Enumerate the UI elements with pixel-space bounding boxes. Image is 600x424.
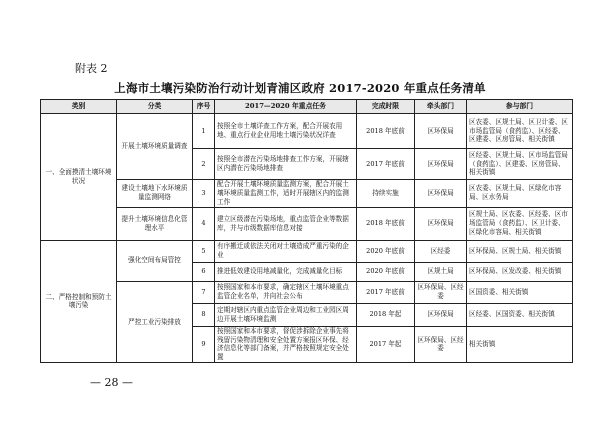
subcategory-cell: 开展土壤环境质量调查 — [117, 114, 193, 180]
no-cell: 1 — [193, 114, 215, 149]
category-cell: 一、全面摸清土壤环境状况 — [41, 114, 117, 241]
lead-cell: 区环保局、区经委 — [415, 326, 467, 363]
subcategory-cell: 强化空间布局管控 — [117, 240, 193, 281]
lead-cell: 区环保局 — [415, 303, 467, 326]
no-cell: 3 — [193, 180, 215, 208]
deadline-cell: 2018 年起 — [357, 303, 415, 326]
lead-cell: 区环保局 — [415, 149, 467, 180]
no-cell: 7 — [193, 281, 215, 303]
no-cell: 4 — [193, 207, 215, 240]
participants-cell: 区国资委、相关街镇 — [467, 281, 573, 303]
participants-cell: 区环保局、区规土局、相关街镇 — [467, 240, 573, 262]
task-cell: 建立区级潜在污染场地，重点监管企业等数据库，并与市级数据库信息对接 — [215, 207, 357, 240]
lead-cell: 区环保局 — [415, 114, 467, 149]
deadline-cell: 2017 年底前 — [357, 149, 415, 180]
task-cell: 推进低效建设用地减量化，完成减量化目标 — [215, 262, 357, 281]
lead-cell: 区经委 — [415, 240, 467, 262]
header-task: 2017—2020 年重点任务 — [215, 100, 357, 114]
task-cell: 按照国家和本市要求，确定辖区土壤环境重点监管企业名单，并向社会公布 — [215, 281, 357, 303]
deadline-cell: 持续实施 — [357, 180, 415, 208]
table-row — [41, 281, 573, 303]
lead-cell: 区规土局 — [415, 262, 467, 281]
table-row — [41, 180, 573, 208]
deadline-cell: 2017 年底前 — [357, 281, 415, 303]
header-participants: 参与部门 — [467, 100, 573, 114]
deadline-cell: 2018 年底前 — [357, 114, 415, 149]
participants-cell: 区经委、区规土局、区市场监管局（食药监）、区建委、区房管局、相关街镇 — [467, 149, 573, 180]
page-number: — 28 — — [90, 376, 133, 389]
deadline-cell: 2017 年起 — [357, 326, 415, 363]
category-cell: 二、严格控制和预防土壤污染 — [41, 240, 117, 363]
participants-cell: 区经委、区国资委、相关街镇 — [467, 303, 573, 326]
header-subcategory: 分类 — [117, 100, 193, 114]
no-cell: 9 — [193, 326, 215, 363]
task-cell: 按照全市潜在污染场地排查工作方案，开展辖区内潜在污染场地排查 — [215, 149, 357, 180]
participants-cell: 区环保局、区发改委、相关街镇 — [467, 262, 573, 281]
table-row — [41, 240, 573, 262]
task-cell: 定期对辖区内重点监管企业周边和工业园区周边开展土壤环境监测 — [215, 303, 357, 326]
header-lead: 牵头部门 — [415, 100, 467, 114]
deadline-cell: 2018 年底前 — [357, 207, 415, 240]
task-cell: 按照全市土壤详查工作方案，配合开展农用地、重点行业企业用地土壤污染状况详查 — [215, 114, 357, 149]
task-table — [40, 99, 573, 363]
task-cell: 配合开展土壤环境质量监测方案，配合开展土壤环境质量监测工作，适时开展辖区内的监测工作 — [215, 180, 357, 208]
table-row — [41, 207, 573, 240]
participants-cell: 区规土局、区农委、区经委、区市场监管局（食药监）、区卫计委、区绿化市容局、相关街镇 — [467, 207, 573, 240]
page-title: 上海市土壤污染防治行动计划青浦区政府 2017-2020 年重点任务清单 — [114, 81, 486, 95]
task-cell: 按照国家和本市要求，督促涉拆除企业事先将残留污染物清理和安全处置方案报区环保、经济信息化等部门备案，并严格按照规定安全处置 — [215, 326, 357, 363]
header-deadline: 完成时限 — [357, 100, 415, 114]
table-row — [41, 114, 573, 149]
no-cell: 5 — [193, 240, 215, 262]
lead-cell: 区环保局、区经委 — [415, 281, 467, 303]
no-cell: 6 — [193, 262, 215, 281]
participants-cell: 相关街镇 — [467, 326, 573, 363]
lead-cell: 区环保局 — [415, 180, 467, 208]
subcategory-cell: 严控工业污染排放 — [117, 281, 193, 363]
no-cell: 8 — [193, 303, 215, 326]
attachment-label: 附表 2 — [75, 62, 108, 75]
header-category: 类别 — [41, 100, 117, 114]
no-cell: 2 — [193, 149, 215, 180]
lead-cell: 区环保局 — [415, 207, 467, 240]
header-no: 序号 — [193, 100, 215, 114]
participants-cell: 区农委、区规土局、区绿化市容局、区水务局 — [467, 180, 573, 208]
table-header-row — [41, 100, 573, 114]
participants-cell: 区农委、区规土局、区卫计委、区市场监管局（食药监）、区经委、区建委、区房管局、相关街镇 — [467, 114, 573, 149]
subcategory-cell: 建设土壤地下水环境质量监测网络 — [117, 180, 193, 208]
subcategory-cell: 提升土壤环境信息化管理水平 — [117, 207, 193, 240]
deadline-cell: 2020 年底前 — [357, 262, 415, 281]
task-cell: 有序搬迁或依法关闭对土壤造成严重污染的企业 — [215, 240, 357, 262]
deadline-cell: 2020 年底前 — [357, 240, 415, 262]
